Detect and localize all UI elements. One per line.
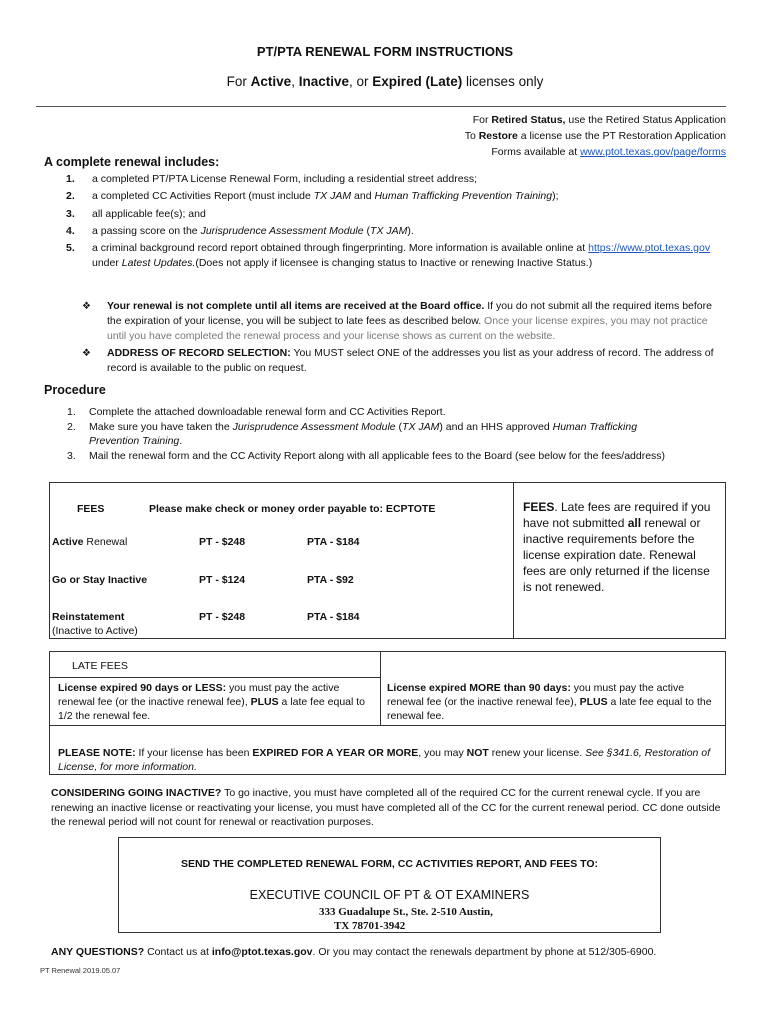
address-bullet: ❖ ADDRESS OF RECORD SELECTION: You MUST select ONE of the addresses you list as your address of record. The address of record is available to the public on request. xyxy=(82,347,714,374)
fee-pta: PTA - $92 xyxy=(307,574,354,586)
city-zip: TX 78701-3942 xyxy=(334,920,406,932)
mailing-address-box xyxy=(118,837,661,933)
late-fees-box xyxy=(49,651,726,775)
late-fee-over-90: License expired MORE than 90 days: you must pay the active renewal fee (or the inactive renewal fee), PLUS a late fee equal to the renewal fee. xyxy=(387,682,712,722)
fee-row-label: Reinstatement (Inactive to Active) xyxy=(52,611,138,637)
diamond-bullet-icon: ❖ xyxy=(82,301,91,312)
forms-link[interactable]: www.ptot.texas.gov/page/forms xyxy=(580,146,726,158)
fee-pt: PT - $248 xyxy=(199,536,246,548)
payable-note: Please make check or money order payable to: ECPTOTE xyxy=(149,503,436,515)
council-name: EXECUTIVE COUNCIL OF PT & OT EXAMINERS xyxy=(249,888,530,902)
list-item: 3. Mail the renewal form and the CC Activity Report along with all applicable fees to the Board (see below for the fees/address) xyxy=(67,449,666,462)
list-item: 2. a completed CC Activities Report (must include TX JAM and Human Trafficking Prevention Training); xyxy=(66,190,559,202)
notice-bullet: ❖ Your renewal is not complete until all items are received at the Board office. If you do not submit all the required items before the expiration of your license, you will be subject to late fees as described below. Once your license expires, you may not practice until you have completed the renewal process and your license shows as current on the website. xyxy=(82,300,712,342)
contact-line: ANY QUESTIONS? Contact us at info@ptot.texas.gov. Or you may contact the renewals department by phone at 512/305-6900. xyxy=(51,946,657,958)
list-item: 4. a passing score on the Jurisprudence Assessment Module (TX JAM). xyxy=(66,225,414,237)
expired-note: PLEASE NOTE: If your license has been EXPIRED FOR A YEAR OR MORE, you may NOT renew your license. See §341.6, Restoration of License, for more information. xyxy=(58,747,711,773)
fee-row-label: Active Renewal xyxy=(52,536,128,548)
header-divider xyxy=(36,106,726,107)
procedure-heading: Procedure xyxy=(44,383,106,397)
requirements-list xyxy=(66,172,726,271)
list-item: 3. all applicable fee(s); and xyxy=(66,208,206,220)
form-version: PT Renewal 2019.05.07 xyxy=(40,966,121,975)
list-item: 5. a criminal background record report obtained through fingerprinting. More information is available online at https://www.ptot.texas.gov under Latest Updates.(Does not apply if licensee is changing status to Inactive or renewing Inactive Status.) xyxy=(66,242,711,269)
list-item: 1. a completed PT/PTA License Renewal Form, including a residential street address; xyxy=(66,173,477,185)
send-instructions: SEND THE COMPLETED RENEWAL FORM, CC ACTIVITIES REPORT, AND FEES TO: xyxy=(180,858,599,870)
late-fees-heading: LATE FEES xyxy=(72,660,128,672)
fee-row-label: Go or Stay Inactive xyxy=(52,574,148,586)
fee-pta: PTA - $184 xyxy=(307,611,360,623)
fee-pt: PT - $248 xyxy=(199,611,246,623)
diamond-bullet-icon: ❖ xyxy=(82,348,91,359)
email-link[interactable]: info@ptot.texas.gov xyxy=(211,946,313,958)
forms-note: For Retired Status, use the Retired Status Application To Restore a license use the PT Restoration Application Forms available at www.ptot.texas.gov/page/forms xyxy=(464,114,726,158)
list-item: 1. Complete the attached downloadable renewal form and CC Activities Report. xyxy=(67,406,446,418)
fee-pta: PTA - $184 xyxy=(307,536,360,548)
ptot-website-link[interactable]: https://www.ptot.texas.gov xyxy=(588,242,711,254)
procedure-list xyxy=(67,405,667,463)
fees-table xyxy=(49,482,514,639)
fee-pt: PT - $124 xyxy=(199,574,246,586)
complete-renewal-heading: A complete renewal includes: xyxy=(44,155,220,169)
inactive-notice: CONSIDERING GOING INACTIVE? To go inactive, you must have completed all of the required CC for the current renewal cycle. If you are renewing an inactive license or reactivating your license, you must have completed all of the CC for the current renewal period. CC done outside the renewal period will not count for renewal or reactivation purposes. xyxy=(51,787,721,828)
list-item: 2. Make sure you have taken the Jurisprudence Assessment Module (TX JAM) and an HHS approved Human Trafficking Prevention Training. xyxy=(67,420,638,447)
late-fee-under-90: License expired 90 days or LESS: you must pay the active renewal fee (or the inactive renewal fee), PLUS a late fee equal to 1/2 the renewal fee. xyxy=(58,682,366,722)
page-title: PT/PTA RENEWAL FORM INSTRUCTIONS xyxy=(256,44,514,59)
fees-heading: FEES xyxy=(77,503,105,515)
page-subtitle: For Active, Inactive, or Expired (Late) licenses only xyxy=(226,74,544,89)
fees-side-note: FEES. Late fees are required if you have not submitted all renewal or inactive requirements before the license expiration date. Renewal fees are only returned if the license is not renewed. xyxy=(513,482,726,639)
street-address: 333 Guadalupe St., Ste. 2-510 Austin, xyxy=(319,906,493,918)
